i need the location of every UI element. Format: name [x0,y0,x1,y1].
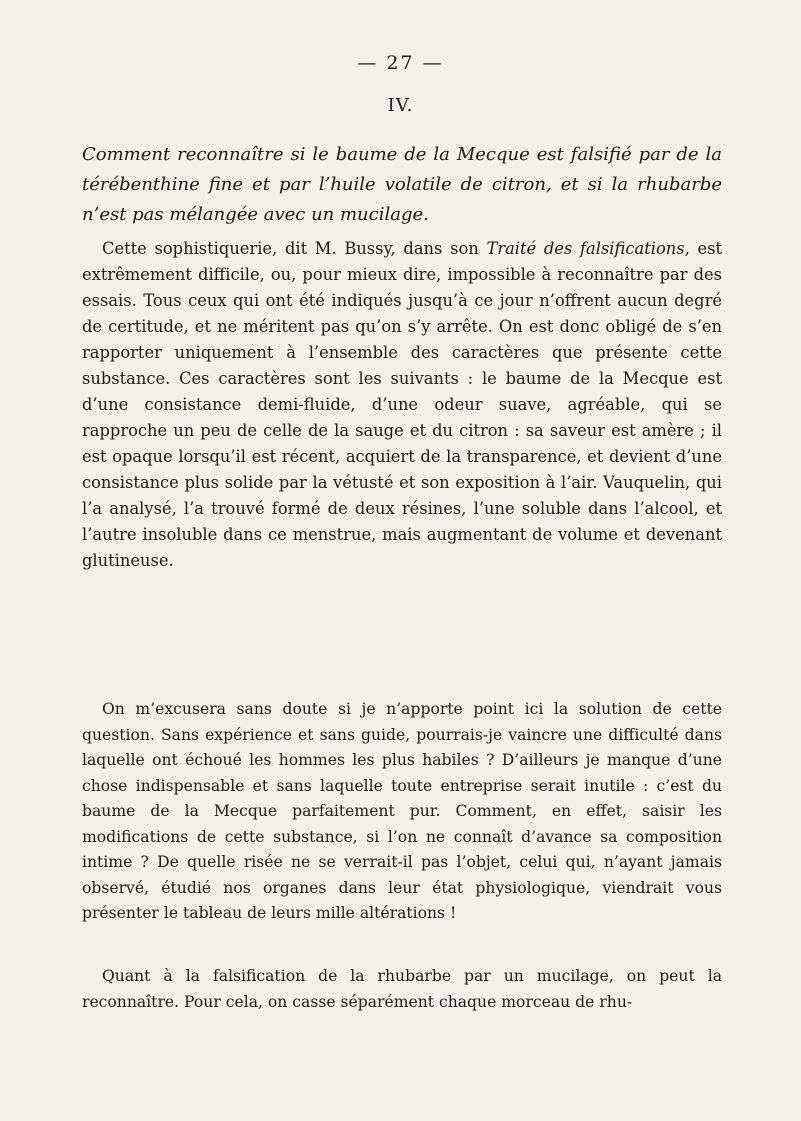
paragraph-1-rest: , est extrêmement difficile, ou, pour mieux dire, impossible à reconnaître par des essais. Tous ceux qui ont été indiqués jusqu’à ce jour n’offrent aucun degré de certitude, et ne méritent pas qu’on s’y arrête. On est donc obligé de s’en rapporter uniquement à l’ensemble des caractères que présente cette substance. Ces caractères sont les suivants : le baume de la Mecque est d’une consistance demi-fluide, d’une odeur suave, agréable, qui se rapproche un peu de celle de la sauge et du citron : sa saveur est amère ; il est opaque lorsqu’il est récent, acquiert de la transparence, et devient d’une consistance plus solide par la vétusté et son exposition à l’air. Vauquelin, qui l’a analysé, l’a trouvé formé de deux résines, l’une soluble dans l’alcool, et l’autre insoluble dans ce menstrue, mais augmentant de volume et devenant glutineuse. [82,239,723,570]
paragraph-3: Quant à la falsification de la rhubarbe par un mucilage, on peut la reconnaître. Pour cela, on casse séparément chaque morceau de rhu- [82,967,722,1011]
paragraph-2: On m’excusera sans doute si je n’apporte point ici la solution de cette question. Sans expérience et sans guide, pourrais-je vaincre une difficulté dans laquelle ont échoué les hommes les plus habiles ? D’ailleurs je manque d’une chose indispensable et sans laquelle toute entreprise serait inutile : c’est du baume de la Mecque parfaitement pur. Comment, en effet, saisir les modifications de cette substance, si l’on ne connaît d’avance sa composition intime ? De quelle risée ne se verrait-il pas l’objet, celui qui, n’ayant jamais observé, étudié nos organes dans leur état physiologique, viendrait vous présenter le tableau de leurs mille altérations ! [82,700,722,922]
section-title: Comment reconnaître si le baume de la Mecque est falsifié par de la térébenthine fine et par l’huile volatile de citron, et si la rhubarbe n’est pas mélangée avec un mucilage. [82,144,722,225]
paragraph-1 [82,236,722,574]
page-number: — 27 — [357,52,444,74]
paragraph-1-start: Cette sophistiquerie, dit M. Bussy, dans son [102,239,487,258]
section-number: IV. [387,95,414,116]
book-title: Traité des falsifications [486,239,685,258]
